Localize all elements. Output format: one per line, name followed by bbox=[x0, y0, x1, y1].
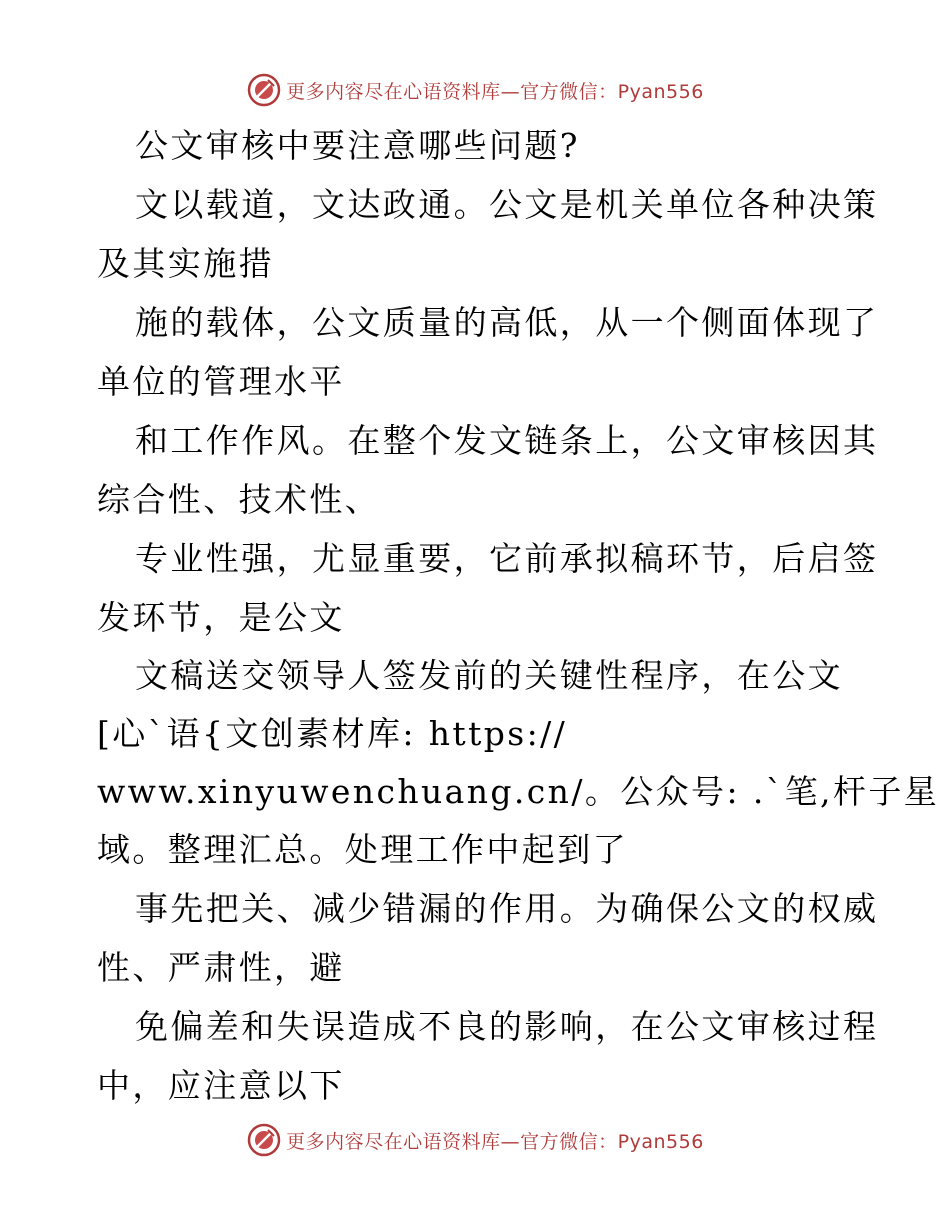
body-line: 及其实施措 bbox=[97, 244, 274, 283]
body-line: 公文审核中要注意哪些问题? bbox=[135, 126, 580, 165]
footer-banner-text: 更多内容尽在心语资料库—官方微信：Pyan556 bbox=[286, 1130, 704, 1153]
body-line: 综合性、技术性、 bbox=[97, 480, 381, 519]
body-line: 事先把关、减少错漏的作用。为确保公文的权威 bbox=[135, 889, 879, 928]
body-line: 发环节，是公文 bbox=[97, 598, 345, 637]
body-line: 性、严肃性，避 bbox=[97, 948, 345, 987]
body-line: 免偏差和失误造成不良的影响，在公文审核过程 bbox=[135, 1007, 879, 1046]
body-line: 和工作作风。在整个发文链条上，公文审核因其 bbox=[135, 421, 879, 460]
body-line: 中，应注意以下 bbox=[97, 1066, 345, 1105]
body-line: 专业性强，尤显重要，它前承拟稿环节，后启签 bbox=[135, 539, 879, 578]
body-line: 文稿送交领导人签发前的关键性程序，在公文 bbox=[135, 656, 843, 695]
header-banner-text: 更多内容尽在心语资料库—官方微信：Pyan556 bbox=[286, 80, 704, 103]
body-line: 域。整理汇总。处理工作中起到了 bbox=[97, 830, 628, 869]
body-line: 单位的管理水平 bbox=[97, 362, 345, 401]
body-line: [心`语{文创素材库: https:// bbox=[97, 714, 568, 753]
body-line: 文以载道，文达政通。公文是机关单位各种决策 bbox=[135, 185, 879, 224]
body-line: 施的载体，公文质量的高低，从一个侧面体现了 bbox=[135, 303, 879, 342]
body-line: www.xinyuwenchuang.cn/。公众号: .`笔,杆子星 bbox=[97, 772, 940, 811]
logo-icon bbox=[246, 1122, 282, 1158]
footer-banner bbox=[0, 1120, 950, 1160]
